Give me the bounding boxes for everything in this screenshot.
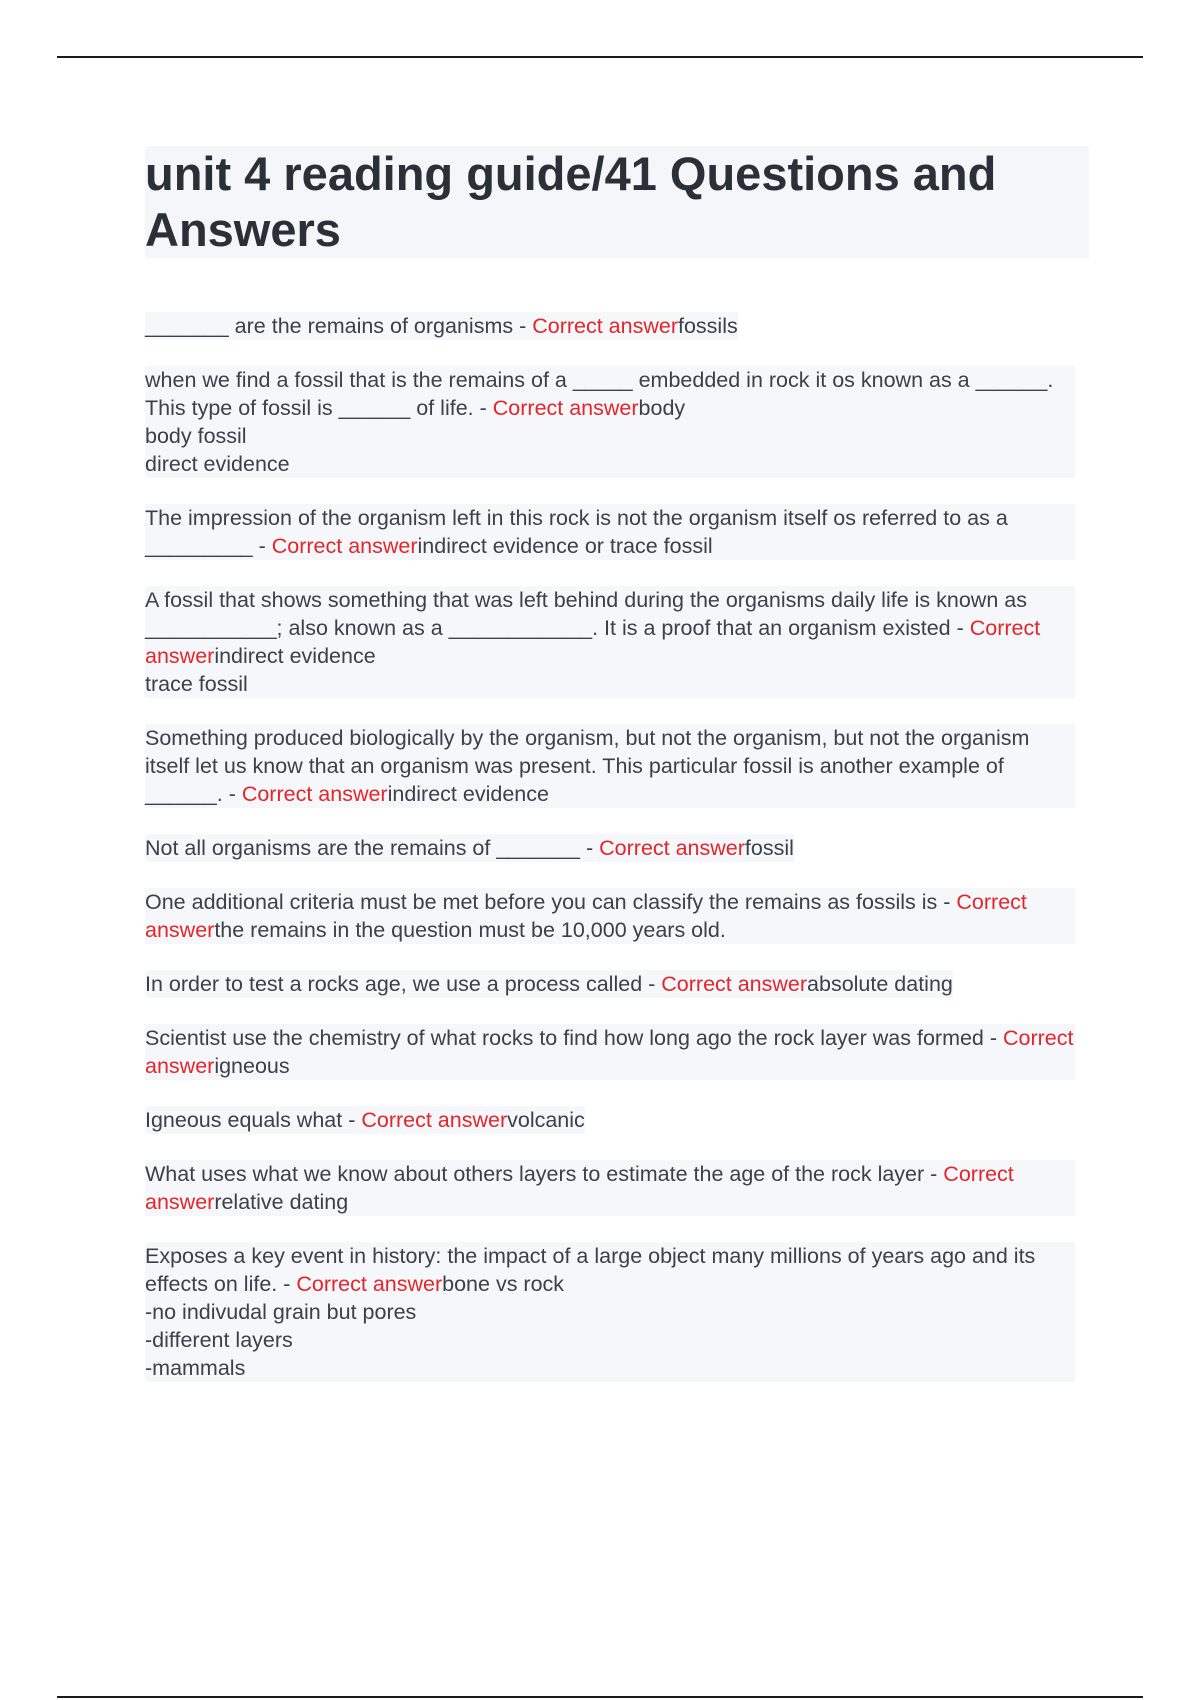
answer-separator: -	[252, 534, 272, 558]
answer-separator: -	[924, 1162, 944, 1186]
answer-text: fossils	[677, 314, 738, 338]
answer-text: fossil	[744, 836, 794, 860]
qa-list	[145, 312, 1075, 1408]
question-text: Igneous equals what	[145, 1108, 343, 1132]
top-rule	[57, 56, 1143, 58]
answer-separator: -	[937, 890, 957, 914]
question-text: One additional criteria must be met before you can classify the remains as fossils is	[145, 890, 938, 914]
correct-answer-label: Correct answer	[532, 314, 678, 338]
answer-text: bone vs rock	[442, 1272, 565, 1296]
answer-separator: -	[222, 782, 242, 806]
correct-answer-label: Correct answer	[145, 616, 1041, 668]
question-text: when we find a fossil that is the remains of a _____ embedded in rock it os known as a ______. This type of fossil is ______ of life.	[145, 368, 1054, 420]
question-text: A fossil that shows something that was left behind during the organisms daily life is known as ___________; also known as a ____________. It is a proof that an organism existed	[145, 588, 1027, 640]
answer-text: body	[638, 396, 686, 420]
answer-separator: -	[277, 1272, 297, 1296]
answer-extra-line: -different layers	[145, 1328, 293, 1352]
qa-item	[145, 586, 1075, 698]
question-text: The impression of the organism left in this rock is not the organism itself os referred to as a _________	[145, 506, 1008, 558]
answer-extra-line: trace fossil	[145, 672, 248, 696]
correct-answer-label: Correct answer	[271, 534, 418, 558]
answer-text: the remains in the question must be 10,000 years old.	[214, 918, 726, 942]
correct-answer-label: Correct answer	[241, 782, 388, 806]
answer-extra-line: -mammals	[145, 1356, 246, 1380]
answer-extra-line: direct evidence	[145, 452, 290, 476]
answer-separator: -	[950, 616, 970, 640]
title-banner	[145, 146, 1089, 258]
answer-separator: -	[580, 836, 600, 860]
qa-item	[145, 504, 1075, 560]
qa-item	[145, 1160, 1075, 1216]
question-text: Scientist use the chemistry of what rocks to find how long ago the rock layer was formed	[145, 1026, 984, 1050]
answer-text: igneous	[214, 1054, 290, 1078]
correct-answer-label: Correct answer	[145, 1162, 1014, 1214]
question-text: Something produced biologically by the organism, but not the organism, but not the organism itself let us know that an organism was present. This particular fossil is another example of ______.	[145, 726, 1030, 806]
answer-extra-line: -no indivudal grain but pores	[145, 1300, 417, 1324]
qa-item	[145, 970, 953, 998]
answer-text: indirect evidence	[387, 782, 549, 806]
correct-answer-label: Correct answer	[145, 890, 1027, 942]
qa-item	[145, 834, 794, 862]
page-title: unit 4 reading guide/41 Questions and Answers	[145, 147, 997, 256]
question-text: Exposes a key event in history: the impact of a large object many millions of years ago and its effects on life.	[145, 1244, 1036, 1296]
qa-item	[145, 1106, 585, 1134]
correct-answer-label: Correct answer	[145, 1026, 1074, 1078]
qa-item	[145, 1242, 1075, 1382]
correct-answer-label: Correct answer	[599, 836, 745, 860]
question-text: _______ are the remains of organisms	[145, 314, 514, 338]
answer-separator: -	[983, 1026, 1003, 1050]
question-text: In order to test a rocks age, we use a process called	[145, 972, 643, 996]
question-text: Not all organisms are the remains of _______	[145, 836, 581, 860]
correct-answer-label: Correct answer	[296, 1272, 443, 1296]
answer-separator: -	[473, 396, 493, 420]
answer-extra-line: body fossil	[145, 424, 247, 448]
correct-answer-label: Correct answer	[661, 972, 808, 996]
question-text: What uses what we know about others layers to estimate the age of the rock layer	[145, 1162, 925, 1186]
answer-separator: -	[513, 314, 533, 338]
qa-item	[145, 312, 738, 340]
qa-item	[145, 888, 1075, 944]
answer-text: indirect evidence or trace fossil	[417, 534, 713, 558]
correct-answer-label: Correct answer	[492, 396, 639, 420]
qa-item	[145, 1024, 1075, 1080]
correct-answer-label: Correct answer	[361, 1108, 508, 1132]
answer-separator: -	[642, 972, 662, 996]
answer-text: absolute dating	[807, 972, 953, 996]
answer-text: volcanic	[507, 1108, 585, 1132]
answer-text: relative dating	[214, 1190, 349, 1214]
answer-separator: -	[342, 1108, 362, 1132]
bottom-rule	[57, 1696, 1143, 1698]
qa-item	[145, 724, 1075, 808]
qa-item	[145, 366, 1075, 478]
answer-text: indirect evidence	[214, 644, 376, 668]
